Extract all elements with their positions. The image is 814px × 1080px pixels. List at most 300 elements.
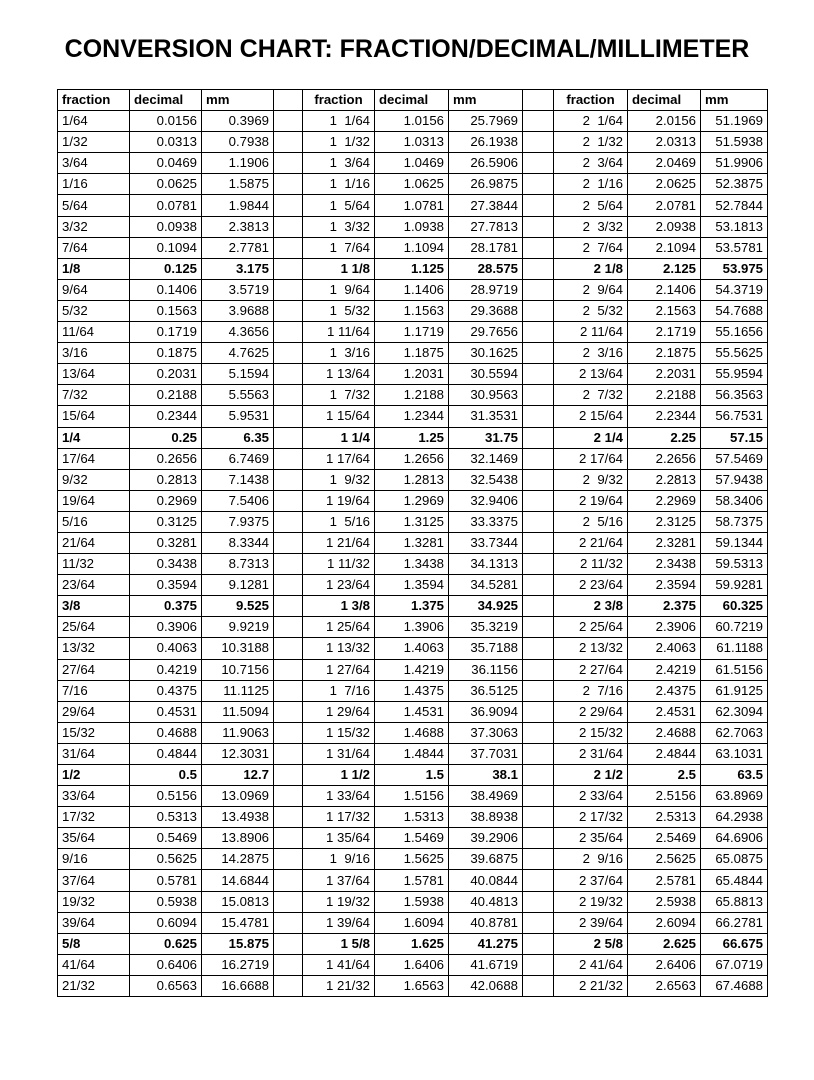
decimal-cell: 0.25 bbox=[130, 427, 202, 448]
column-gap bbox=[274, 216, 303, 237]
table-row bbox=[58, 912, 768, 933]
decimal-cell: 1.2813 bbox=[375, 469, 449, 490]
decimal-cell: 1.0313 bbox=[375, 132, 449, 153]
decimal-cell: 2.4531 bbox=[628, 701, 701, 722]
decimal-cell: 2.5469 bbox=[628, 828, 701, 849]
decimal-cell: 0.1094 bbox=[130, 237, 202, 258]
column-gap bbox=[274, 933, 303, 954]
fraction-cell: 1 9/32 bbox=[303, 469, 375, 490]
table-row bbox=[58, 448, 768, 469]
decimal-cell: 0.4844 bbox=[130, 743, 202, 764]
mm-cell: 14.2875 bbox=[202, 849, 274, 870]
column-gap bbox=[274, 237, 303, 258]
table-row bbox=[58, 300, 768, 321]
fraction-cell: 1 9/16 bbox=[303, 849, 375, 870]
column-gap bbox=[523, 469, 554, 490]
decimal-cell: 0.0156 bbox=[130, 111, 202, 132]
fraction-cell: 1/4 bbox=[58, 427, 130, 448]
mm-cell: 2.3813 bbox=[202, 216, 274, 237]
fraction-cell: 9/64 bbox=[58, 279, 130, 300]
decimal-cell: 0.5938 bbox=[130, 891, 202, 912]
fraction-cell: 2 3/8 bbox=[554, 596, 628, 617]
mm-cell: 63.1031 bbox=[701, 743, 768, 764]
fraction-cell: 1 25/64 bbox=[303, 617, 375, 638]
column-gap bbox=[523, 427, 554, 448]
column-gap bbox=[274, 722, 303, 743]
mm-cell: 9.9219 bbox=[202, 617, 274, 638]
table-row bbox=[58, 954, 768, 975]
fraction-cell: 1/8 bbox=[58, 258, 130, 279]
mm-cell: 55.1656 bbox=[701, 322, 768, 343]
mm-cell: 56.3563 bbox=[701, 385, 768, 406]
table-row bbox=[58, 216, 768, 237]
decimal-cell: 1.4844 bbox=[375, 743, 449, 764]
column-gap bbox=[523, 385, 554, 406]
decimal-cell: 1.0625 bbox=[375, 174, 449, 195]
table-row bbox=[58, 659, 768, 680]
column-gap bbox=[523, 828, 554, 849]
fraction-cell: 7/32 bbox=[58, 385, 130, 406]
column-gap bbox=[523, 448, 554, 469]
column-gap bbox=[274, 554, 303, 575]
column-gap bbox=[523, 90, 554, 111]
mm-cell: 62.3094 bbox=[701, 701, 768, 722]
fraction-cell: 1 3/64 bbox=[303, 153, 375, 174]
table-row bbox=[58, 617, 768, 638]
column-gap bbox=[523, 743, 554, 764]
mm-cell: 12.3031 bbox=[202, 743, 274, 764]
column-gap bbox=[523, 575, 554, 596]
fraction-cell: 2 17/64 bbox=[554, 448, 628, 469]
mm-cell: 4.7625 bbox=[202, 343, 274, 364]
decimal-cell: 2.6563 bbox=[628, 975, 701, 996]
fraction-cell: 2 1/32 bbox=[554, 132, 628, 153]
decimal-cell: 0.4531 bbox=[130, 701, 202, 722]
mm-cell: 30.5594 bbox=[449, 364, 523, 385]
decimal-cell: 2.5625 bbox=[628, 849, 701, 870]
table-row bbox=[58, 532, 768, 553]
mm-cell: 26.9875 bbox=[449, 174, 523, 195]
decimal-cell: 2.0313 bbox=[628, 132, 701, 153]
column-gap bbox=[523, 617, 554, 638]
column-gap bbox=[274, 300, 303, 321]
mm-cell: 66.675 bbox=[701, 933, 768, 954]
fraction-cell: 2 5/8 bbox=[554, 933, 628, 954]
decimal-cell: 0.2813 bbox=[130, 469, 202, 490]
fraction-cell: 2 1/64 bbox=[554, 111, 628, 132]
decimal-cell: 2.6094 bbox=[628, 912, 701, 933]
decimal-cell: 2.3281 bbox=[628, 532, 701, 553]
decimal-cell: 0.3125 bbox=[130, 511, 202, 532]
fraction-cell: 13/32 bbox=[58, 638, 130, 659]
mm-cell: 13.0969 bbox=[202, 786, 274, 807]
column-gap bbox=[523, 195, 554, 216]
column-gap bbox=[274, 195, 303, 216]
decimal-cell: 1.0781 bbox=[375, 195, 449, 216]
column-gap bbox=[274, 849, 303, 870]
mm-cell: 6.35 bbox=[202, 427, 274, 448]
mm-cell: 41.275 bbox=[449, 933, 523, 954]
column-gap bbox=[523, 300, 554, 321]
fraction-cell: 1 1/64 bbox=[303, 111, 375, 132]
decimal-cell: 0.0313 bbox=[130, 132, 202, 153]
decimal-cell: 0.5781 bbox=[130, 870, 202, 891]
column-gap bbox=[523, 511, 554, 532]
decimal-cell: 2.0938 bbox=[628, 216, 701, 237]
decimal-cell: 0.4375 bbox=[130, 680, 202, 701]
fraction-cell: 1 5/64 bbox=[303, 195, 375, 216]
fraction-cell: 1 15/64 bbox=[303, 406, 375, 427]
fraction-cell: 11/32 bbox=[58, 554, 130, 575]
fraction-cell: 2 19/32 bbox=[554, 891, 628, 912]
mm-cell: 63.8969 bbox=[701, 786, 768, 807]
fraction-cell: 2 25/64 bbox=[554, 617, 628, 638]
fraction-cell: 2 19/64 bbox=[554, 490, 628, 511]
fraction-cell: 39/64 bbox=[58, 912, 130, 933]
mm-cell: 28.575 bbox=[449, 258, 523, 279]
column-gap bbox=[523, 680, 554, 701]
mm-cell: 36.9094 bbox=[449, 701, 523, 722]
fraction-cell: 1 19/32 bbox=[303, 891, 375, 912]
mm-cell: 54.3719 bbox=[701, 279, 768, 300]
decimal-cell: 2.0781 bbox=[628, 195, 701, 216]
fraction-cell: 9/16 bbox=[58, 849, 130, 870]
table-row bbox=[58, 132, 768, 153]
decimal-cell: 0.3906 bbox=[130, 617, 202, 638]
column-gap bbox=[274, 258, 303, 279]
mm-cell: 57.15 bbox=[701, 427, 768, 448]
column-gap bbox=[274, 511, 303, 532]
mm-cell: 34.5281 bbox=[449, 575, 523, 596]
decimal-cell: 2.1875 bbox=[628, 343, 701, 364]
mm-cell: 16.6688 bbox=[202, 975, 274, 996]
fraction-cell: 1/16 bbox=[58, 174, 130, 195]
fraction-cell: 1 9/64 bbox=[303, 279, 375, 300]
mm-cell: 36.1156 bbox=[449, 659, 523, 680]
mm-cell: 3.5719 bbox=[202, 279, 274, 300]
table-row bbox=[58, 933, 768, 954]
mm-cell: 34.925 bbox=[449, 596, 523, 617]
mm-cell: 59.9281 bbox=[701, 575, 768, 596]
decimal-cell: 2.5 bbox=[628, 765, 701, 786]
mm-cell: 11.5094 bbox=[202, 701, 274, 722]
header-fraction: fraction bbox=[554, 90, 628, 111]
fraction-cell: 1 23/64 bbox=[303, 575, 375, 596]
decimal-cell: 0.625 bbox=[130, 933, 202, 954]
fraction-cell: 1 1/2 bbox=[303, 765, 375, 786]
decimal-cell: 0.0938 bbox=[130, 216, 202, 237]
mm-cell: 0.3969 bbox=[202, 111, 274, 132]
table-row bbox=[58, 279, 768, 300]
mm-cell: 57.9438 bbox=[701, 469, 768, 490]
fraction-cell: 2 27/64 bbox=[554, 659, 628, 680]
fraction-cell: 35/64 bbox=[58, 828, 130, 849]
table-row bbox=[58, 701, 768, 722]
decimal-cell: 1.6406 bbox=[375, 954, 449, 975]
decimal-cell: 0.0781 bbox=[130, 195, 202, 216]
mm-cell: 40.4813 bbox=[449, 891, 523, 912]
table-row bbox=[58, 554, 768, 575]
column-gap bbox=[274, 427, 303, 448]
column-gap bbox=[523, 722, 554, 743]
mm-cell: 61.1188 bbox=[701, 638, 768, 659]
column-gap bbox=[523, 891, 554, 912]
column-gap bbox=[274, 870, 303, 891]
decimal-cell: 1.1563 bbox=[375, 300, 449, 321]
fraction-cell: 1 11/64 bbox=[303, 322, 375, 343]
decimal-cell: 1.5 bbox=[375, 765, 449, 786]
fraction-cell: 2 5/32 bbox=[554, 300, 628, 321]
column-gap bbox=[274, 111, 303, 132]
fraction-cell: 1 7/32 bbox=[303, 385, 375, 406]
fraction-cell: 2 31/64 bbox=[554, 743, 628, 764]
decimal-cell: 2.25 bbox=[628, 427, 701, 448]
fraction-cell: 21/64 bbox=[58, 532, 130, 553]
decimal-cell: 1.625 bbox=[375, 933, 449, 954]
mm-cell: 33.3375 bbox=[449, 511, 523, 532]
table-row bbox=[58, 490, 768, 511]
decimal-cell: 1.6094 bbox=[375, 912, 449, 933]
table-row bbox=[58, 743, 768, 764]
decimal-cell: 0.4688 bbox=[130, 722, 202, 743]
column-gap bbox=[274, 532, 303, 553]
column-gap bbox=[523, 807, 554, 828]
column-gap bbox=[274, 174, 303, 195]
table-row bbox=[58, 596, 768, 617]
decimal-cell: 1.4531 bbox=[375, 701, 449, 722]
mm-cell: 54.7688 bbox=[701, 300, 768, 321]
mm-cell: 61.5156 bbox=[701, 659, 768, 680]
mm-cell: 26.5906 bbox=[449, 153, 523, 174]
column-gap bbox=[523, 216, 554, 237]
fraction-cell: 2 5/64 bbox=[554, 195, 628, 216]
fraction-cell: 1/64 bbox=[58, 111, 130, 132]
column-gap bbox=[523, 364, 554, 385]
mm-cell: 56.7531 bbox=[701, 406, 768, 427]
mm-cell: 63.5 bbox=[701, 765, 768, 786]
fraction-cell: 1 13/64 bbox=[303, 364, 375, 385]
column-gap bbox=[523, 975, 554, 996]
fraction-cell: 3/16 bbox=[58, 343, 130, 364]
mm-cell: 13.4938 bbox=[202, 807, 274, 828]
column-gap bbox=[274, 596, 303, 617]
decimal-cell: 1.5938 bbox=[375, 891, 449, 912]
fraction-cell: 2 29/64 bbox=[554, 701, 628, 722]
decimal-cell: 0.6406 bbox=[130, 954, 202, 975]
fraction-cell: 23/64 bbox=[58, 575, 130, 596]
fraction-cell: 2 35/64 bbox=[554, 828, 628, 849]
header-fraction: fraction bbox=[58, 90, 130, 111]
fraction-cell: 2 13/64 bbox=[554, 364, 628, 385]
column-gap bbox=[523, 596, 554, 617]
decimal-cell: 1.1094 bbox=[375, 237, 449, 258]
table-row bbox=[58, 111, 768, 132]
decimal-cell: 1.2031 bbox=[375, 364, 449, 385]
column-gap bbox=[523, 849, 554, 870]
mm-cell: 67.4688 bbox=[701, 975, 768, 996]
fraction-cell: 3/32 bbox=[58, 216, 130, 237]
mm-cell: 8.7313 bbox=[202, 554, 274, 575]
fraction-cell: 15/64 bbox=[58, 406, 130, 427]
fraction-cell: 2 1/4 bbox=[554, 427, 628, 448]
fraction-cell: 37/64 bbox=[58, 870, 130, 891]
mm-cell: 28.9719 bbox=[449, 279, 523, 300]
decimal-cell: 2.1094 bbox=[628, 237, 701, 258]
decimal-cell: 1.5156 bbox=[375, 786, 449, 807]
decimal-cell: 1.3438 bbox=[375, 554, 449, 575]
column-gap bbox=[523, 659, 554, 680]
decimal-cell: 0.1719 bbox=[130, 322, 202, 343]
mm-cell: 10.7156 bbox=[202, 659, 274, 680]
mm-cell: 66.2781 bbox=[701, 912, 768, 933]
mm-cell: 0.7938 bbox=[202, 132, 274, 153]
table-row bbox=[58, 322, 768, 343]
table-row bbox=[58, 427, 768, 448]
decimal-cell: 1.25 bbox=[375, 427, 449, 448]
header-decimal: decimal bbox=[130, 90, 202, 111]
fraction-cell: 2 33/64 bbox=[554, 786, 628, 807]
decimal-cell: 2.2656 bbox=[628, 448, 701, 469]
decimal-cell: 2.3594 bbox=[628, 575, 701, 596]
fraction-cell: 1 37/64 bbox=[303, 870, 375, 891]
decimal-cell: 2.2969 bbox=[628, 490, 701, 511]
fraction-cell: 1 1/32 bbox=[303, 132, 375, 153]
fraction-cell: 2 15/64 bbox=[554, 406, 628, 427]
fraction-cell: 1 3/32 bbox=[303, 216, 375, 237]
decimal-cell: 0.0469 bbox=[130, 153, 202, 174]
decimal-cell: 2.2344 bbox=[628, 406, 701, 427]
mm-cell: 9.1281 bbox=[202, 575, 274, 596]
fraction-cell: 2 21/32 bbox=[554, 975, 628, 996]
mm-cell: 53.975 bbox=[701, 258, 768, 279]
fraction-cell: 2 11/64 bbox=[554, 322, 628, 343]
table-row bbox=[58, 237, 768, 258]
decimal-cell: 1.0469 bbox=[375, 153, 449, 174]
column-gap bbox=[523, 322, 554, 343]
fraction-cell: 1 1/8 bbox=[303, 258, 375, 279]
table-row bbox=[58, 511, 768, 532]
column-gap bbox=[523, 933, 554, 954]
decimal-cell: 1.375 bbox=[375, 596, 449, 617]
fraction-cell: 1 35/64 bbox=[303, 828, 375, 849]
decimal-cell: 2.3906 bbox=[628, 617, 701, 638]
fraction-cell: 21/32 bbox=[58, 975, 130, 996]
column-gap bbox=[523, 912, 554, 933]
column-gap bbox=[274, 807, 303, 828]
mm-cell: 62.7063 bbox=[701, 722, 768, 743]
decimal-cell: 1.3125 bbox=[375, 511, 449, 532]
column-gap bbox=[274, 132, 303, 153]
fraction-cell: 3/64 bbox=[58, 153, 130, 174]
column-gap bbox=[523, 765, 554, 786]
table-row bbox=[58, 469, 768, 490]
fraction-cell: 2 23/64 bbox=[554, 575, 628, 596]
column-gap bbox=[274, 90, 303, 111]
mm-cell: 27.3844 bbox=[449, 195, 523, 216]
table-row bbox=[58, 786, 768, 807]
column-gap bbox=[274, 638, 303, 659]
decimal-cell: 0.0625 bbox=[130, 174, 202, 195]
fraction-cell: 2 3/64 bbox=[554, 153, 628, 174]
fraction-cell: 5/8 bbox=[58, 933, 130, 954]
fraction-cell: 1 29/64 bbox=[303, 701, 375, 722]
fraction-cell: 2 5/16 bbox=[554, 511, 628, 532]
decimal-cell: 2.625 bbox=[628, 933, 701, 954]
mm-cell: 39.2906 bbox=[449, 828, 523, 849]
fraction-cell: 1 17/64 bbox=[303, 448, 375, 469]
fraction-cell: 2 21/64 bbox=[554, 532, 628, 553]
table-row bbox=[58, 975, 768, 996]
column-gap bbox=[274, 828, 303, 849]
mm-cell: 35.3219 bbox=[449, 617, 523, 638]
table-row bbox=[58, 849, 768, 870]
table-row bbox=[58, 153, 768, 174]
column-gap bbox=[274, 448, 303, 469]
mm-cell: 55.9594 bbox=[701, 364, 768, 385]
decimal-cell: 0.5156 bbox=[130, 786, 202, 807]
header-decimal: decimal bbox=[375, 90, 449, 111]
decimal-cell: 1.2656 bbox=[375, 448, 449, 469]
decimal-cell: 1.5469 bbox=[375, 828, 449, 849]
mm-cell: 29.3688 bbox=[449, 300, 523, 321]
column-gap bbox=[274, 364, 303, 385]
fraction-cell: 1 13/32 bbox=[303, 638, 375, 659]
fraction-cell: 1/32 bbox=[58, 132, 130, 153]
column-gap bbox=[523, 132, 554, 153]
column-gap bbox=[523, 954, 554, 975]
column-gap bbox=[274, 891, 303, 912]
fraction-cell: 1 11/32 bbox=[303, 554, 375, 575]
column-gap bbox=[274, 406, 303, 427]
mm-cell: 26.1938 bbox=[449, 132, 523, 153]
fraction-cell: 1 5/8 bbox=[303, 933, 375, 954]
header-mm: mm bbox=[449, 90, 523, 111]
column-gap bbox=[274, 954, 303, 975]
fraction-cell: 2 15/32 bbox=[554, 722, 628, 743]
fraction-cell: 1 3/16 bbox=[303, 343, 375, 364]
header-mm: mm bbox=[701, 90, 768, 111]
decimal-cell: 1.4219 bbox=[375, 659, 449, 680]
fraction-cell: 1 41/64 bbox=[303, 954, 375, 975]
column-gap bbox=[274, 385, 303, 406]
mm-cell: 15.4781 bbox=[202, 912, 274, 933]
decimal-cell: 1.4063 bbox=[375, 638, 449, 659]
table-row bbox=[58, 722, 768, 743]
mm-cell: 53.5781 bbox=[701, 237, 768, 258]
fraction-cell: 19/32 bbox=[58, 891, 130, 912]
decimal-cell: 1.1719 bbox=[375, 322, 449, 343]
decimal-cell: 0.2031 bbox=[130, 364, 202, 385]
mm-cell: 67.0719 bbox=[701, 954, 768, 975]
decimal-cell: 1.5313 bbox=[375, 807, 449, 828]
mm-cell: 32.9406 bbox=[449, 490, 523, 511]
mm-cell: 64.2938 bbox=[701, 807, 768, 828]
fraction-cell: 7/16 bbox=[58, 680, 130, 701]
fraction-cell: 2 1/16 bbox=[554, 174, 628, 195]
table-row bbox=[58, 638, 768, 659]
table-row bbox=[58, 258, 768, 279]
table-row bbox=[58, 575, 768, 596]
table-row bbox=[58, 195, 768, 216]
column-gap bbox=[274, 490, 303, 511]
column-gap bbox=[523, 174, 554, 195]
mm-cell: 4.3656 bbox=[202, 322, 274, 343]
mm-cell: 2.7781 bbox=[202, 237, 274, 258]
mm-cell: 9.525 bbox=[202, 596, 274, 617]
mm-cell: 7.5406 bbox=[202, 490, 274, 511]
mm-cell: 39.6875 bbox=[449, 849, 523, 870]
fraction-cell: 33/64 bbox=[58, 786, 130, 807]
